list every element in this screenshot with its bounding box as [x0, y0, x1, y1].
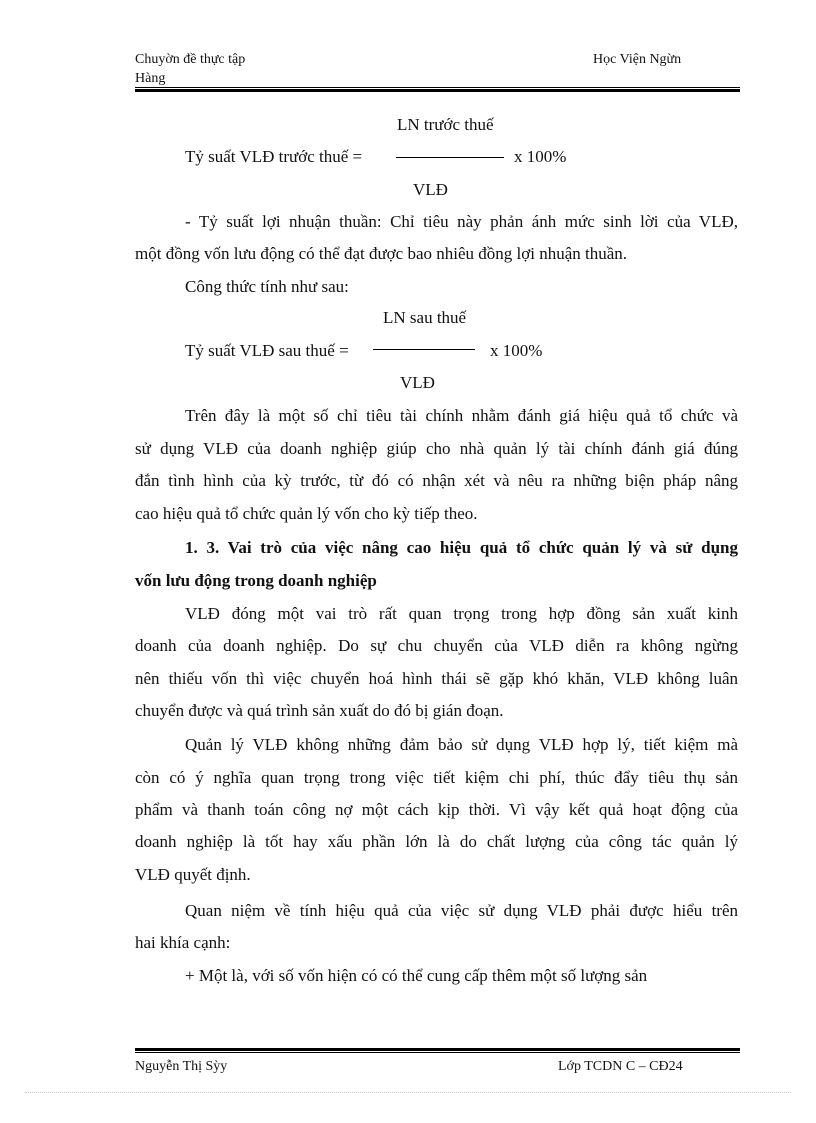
formula2-numerator: LN sau thuế [383, 308, 467, 327]
para5-line2: hai khía cạnh: [135, 933, 231, 952]
formula1-denominator: VLĐ [413, 180, 448, 199]
formula1-times: x 100% [514, 147, 567, 166]
para3-line1: VLĐ đóng một vai trò rất quan trọng trong hợp đồng sản xuất kinh [185, 604, 738, 623]
header-rule [135, 87, 740, 92]
formula2-fraction-bar [373, 349, 475, 350]
formula1-numerator: LN trước thuế [397, 115, 494, 134]
formula2-label: Tỷ suất VLĐ sau thuế = [185, 341, 349, 360]
header-left-line1: Chuyờn đề thực tập [135, 52, 246, 67]
header-right: Học Viện Ngừn [593, 52, 682, 67]
formula-intro: Công thức tính như sau: [185, 277, 349, 296]
para4-line4: doanh nghiệp là tốt hay xấu phần lớn là do chất lượng của công tác quản lý [135, 832, 738, 851]
formula1-fraction-bar [396, 157, 504, 158]
section-heading-line2: vốn lưu động trong doanh nghiệp [135, 571, 377, 590]
para1-line1: - Tỷ suất lợi nhuận thuần: Chỉ tiêu này phản ánh mức sinh lời của VLĐ, [185, 212, 738, 231]
page-bottom-separator [25, 1092, 791, 1093]
para3-line2: doanh của doanh nghiệp. Do sự chu chuyển của VLĐ diễn ra không ngừng [135, 636, 738, 655]
para2-line3: đắn tình hình của kỳ trước, từ đó có nhận xét và nêu ra những biện pháp nâng [135, 471, 738, 490]
para2-line2: sử dụng VLĐ của doanh nghiệp giúp cho nhà quản lý tài chính đánh giá đúng [135, 439, 738, 458]
para4-line5: VLĐ quyết định. [135, 865, 251, 884]
para1-line2: một đồng vốn lưu động có thể đạt được bao nhiêu đồng lợi nhuận thuần. [135, 244, 628, 263]
header-left [135, 50, 335, 88]
formula2-denominator: VLĐ [400, 373, 435, 392]
para2-line1: Trên đây là một số chỉ tiêu tài chính nhằm đánh giá hiệu quả tổ chức và [185, 406, 738, 425]
para2-line4: cao hiệu quả tổ chức quản lý vốn cho kỳ tiếp theo. [135, 504, 478, 523]
para3-line4: chuyển được và quá trình sản xuất do đó bị gián đoạn. [135, 701, 504, 720]
formula1-label: Tỷ suất VLĐ trước thuế = [185, 147, 363, 166]
para6-line1: + Một là, với số vốn hiện có có thể cung cấp thêm một số lượng sản [185, 966, 648, 985]
para5-line1: Quan niệm về tính hiệu quả của việc sử dụng VLĐ phải được hiểu trên [185, 901, 738, 920]
para4-line1: Quản lý VLĐ không những đảm bảo sử dụng VLĐ hợp lý, tiết kiệm mà [185, 735, 738, 754]
section-heading-line1: 1. 3. Vai trò của việc nâng cao hiệu quả tổ chức quản lý và sử dụng [185, 538, 738, 557]
footer-left: Nguyễn Thị Sỳy [135, 1059, 228, 1074]
para4-line3: phẩm và thanh toán công nợ một cách kịp thời. Vì vậy kết quả hoạt động của [135, 800, 738, 819]
page-footer [135, 1057, 740, 1076]
para4-line2: còn có ý nghĩa quan trọng trong việc tiết kiệm chi phí, thúc đẩy tiêu thụ sản [135, 768, 738, 787]
formula2-times: x 100% [490, 341, 543, 360]
footer-right: Lớp TCDN C – CĐ24 [558, 1059, 683, 1074]
para3-line3: nên thiếu vốn thì việc chuyển hoá hình thái sẽ gặp khó khăn, VLĐ không luân [135, 669, 738, 688]
header-left-line2: Hàng [135, 71, 166, 86]
footer-rule [135, 1048, 740, 1053]
